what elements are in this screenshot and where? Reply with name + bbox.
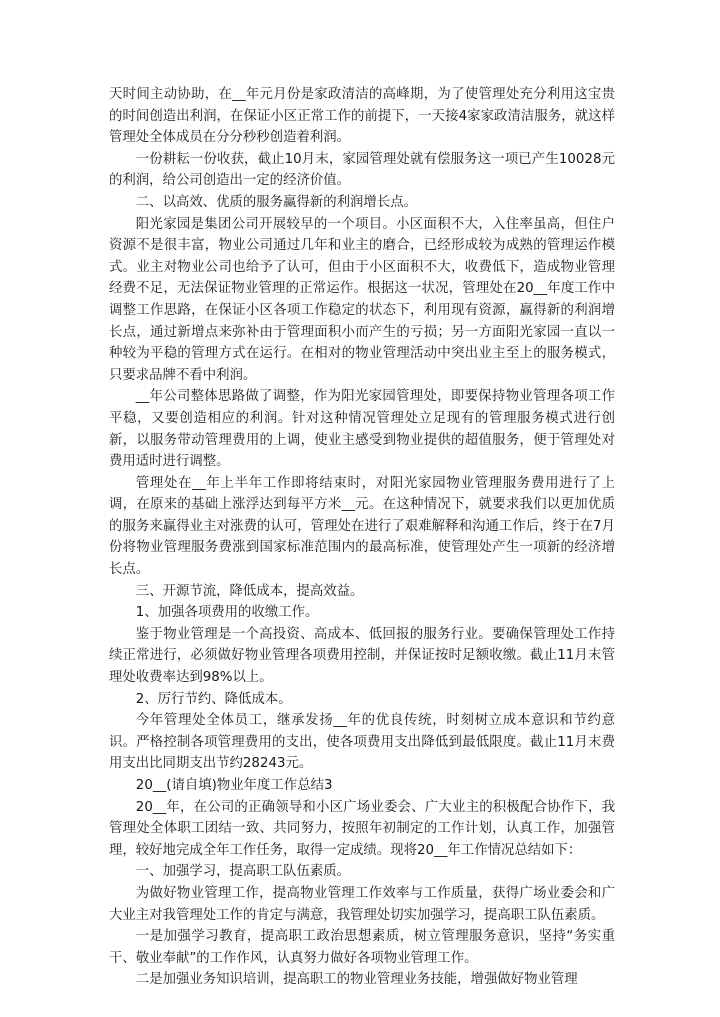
paragraph-cut-off: 二是加强业务知识培训，提高职工的物业管理业务技能，增强做好物业管理: [135, 972, 578, 988]
section-heading: 三、开源节流，降低成本，提高效益。: [135, 583, 364, 599]
paragraph: 今年管理处全体员工，继承发扬__年的优良传统，时刻树立成本意识和节约意识。严格控制各项管理费用的支出，使各项费用支出降低到最低限度。截止11月末费用支出比同期支出节约28243元。: [109, 713, 615, 772]
document-title: 20__(请自填)物业年度工作总结3: [135, 778, 333, 793]
section-heading: 一、加强学习，提高职工队伍素质。: [135, 864, 351, 880]
paragraph: 鉴于物业管理是一个高投资、高成本、低回报的服务行业。要确保管理处工作持续正常进行，必须做好物业管理各项费用控制，并保证按时足额收缴。截止11月末管理处收费率达到98%以上。: [109, 626, 615, 686]
section-heading: 二、以高效、优质的服务赢得新的利润增长点。: [135, 194, 417, 210]
paragraph: 管理处在__年上半年工作即将结束时，对阳光家园物业管理服务费用进行了上调，在原来的基础上涨浮达到每平方米__元。在这种情况下，就要求我们以更加优质的服务来赢得业主对涨费的认可，管理处在进行了艰难解释和沟通工作后，终于在7月份将物业管理服务费涨到国家标准范围内的最高标准，使管理处产生一项新的经济增长点。: [109, 475, 615, 578]
subsection-heading: 1、加强各项费用的收缴工作。: [135, 605, 319, 621]
paragraph: 阳光家园是集团公司开展较早的一个项目。小区面积不大，入住率虽高，但住户资源不是很丰富，物业公司通过几年和业主的磨合，已经形成较为成熟的管理运作模式。业主对物业公司也给予了认可，但由于小区面积不大，收费低下，造成物业管理经费不足，无法保证物业管理的正常运作。根据这一状况，管理处在20__年度工作中调整工作思路，在保证小区各项工作稳定的状态下，利用现有资源，赢得新的利润增长点，通过新增点来弥补由于管理面积小而产生的亏损；另一方面阳光家园一直以一种较为平稳的管理方式在运行。在相对的物业管理活动中突出业主至上的服务模式，只要求品牌不看中利润。: [109, 216, 615, 383]
paragraph: 一份耕耘一份收获，截止10月末，家园管理处就有偿服务这一项已产生10028元的利润，给公司创造出一定的经济价值。: [109, 151, 615, 189]
paragraph: 一是加强学习教育，提高职工政治思想素质，树立管理服务意识，坚持“务实重干、敬业奉献”的工作作风，认真努力做好各项物业管理工作。: [109, 929, 615, 966]
document-body: [109, 84, 615, 991]
paragraph: 20__年，在公司的正确领导和小区广场业委会、广大业主的积极配合协作下，我管理处全体职工团结一致、共同努力，按照年初制定的工作计划，认真工作，加强管理，较好地完成全年工作任务，取得一定成绩。现将20__年工作情况总结如下：: [109, 799, 615, 858]
paragraph: __年公司整体思路做了调整，作为阳光家园管理处，即要保持物业管理各项工作平稳，又要创造相应的利润。针对这种情况管理处立足现有的管理服务模式进行创新，以服务带动管理费用的上调，使业主感受到物业提供的超值服务，便于管理处对费用适时进行调整。: [109, 389, 615, 470]
subsection-heading: 2、厉行节约、降低成本。: [135, 691, 292, 707]
paragraph: 为做好物业管理工作，提高物业管理工作效率与工作质量，获得广场业委会和广大业主对我管理处工作的肯定与满意，我管理处切实加强学习，提高职工队伍素质。: [109, 885, 615, 923]
paragraph-continued: 天时间主动协助，在__年元月份是家政清洁的高峰期，为了使管理处充分利用这宝贵的时间创造出利润，在保证小区正常工作的前提下，一天接4家家政清洁服务，就这样管理处全体成员在分分秒秒创造着利润。: [109, 87, 615, 146]
